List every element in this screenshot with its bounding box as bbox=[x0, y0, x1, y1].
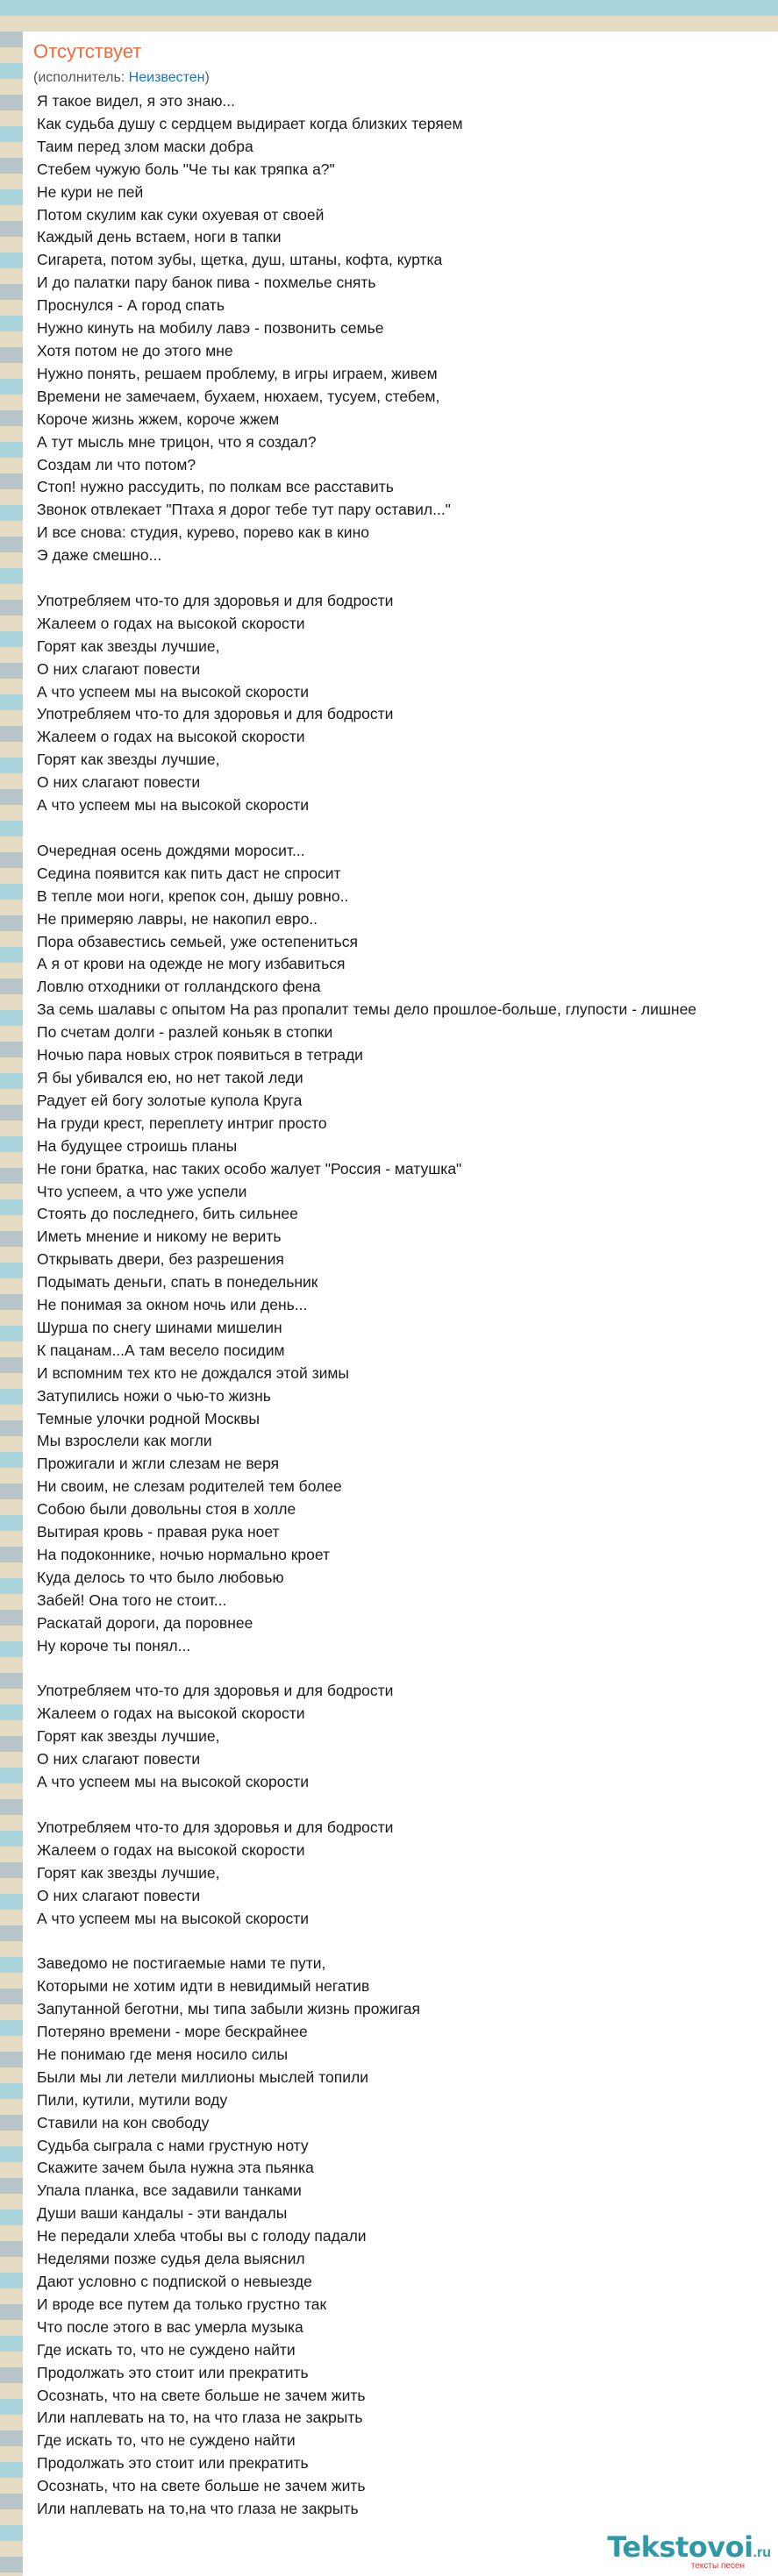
performer-line bbox=[33, 70, 210, 86]
logo-tagline: тексты песен bbox=[690, 2561, 745, 2571]
site-logo[interactable] bbox=[607, 2530, 771, 2571]
logo-tld: .ru bbox=[753, 2545, 771, 2560]
performer-label: (исполнитель: bbox=[33, 70, 129, 85]
logo-name: Tekstovoi bbox=[607, 2530, 753, 2564]
performer-close: ) bbox=[204, 70, 210, 85]
performer-link[interactable]: Неизвестен bbox=[128, 70, 205, 85]
song-title: Отсутствует bbox=[33, 40, 142, 62]
lyrics-card bbox=[23, 32, 778, 2576]
lyrics-text: Я такое видел, я это знаю... Как судьба душу с сердцем выдирает когда близких теряем Таим перед злом маски добра Стебем чужую боль "Че ты как тряпка а?" Не кури не пей Потом скулим как суки охуевая от своей Каждый день встаем, ноги в тапки Сигарета, потом зубы, щетка, душ, штаны, кофта, куртка И до палатки пару банок пива - похмелье снять Проснулся - А город спать Нужно кинуть на мобилу лавэ - позвонить семье Хотя потом не до этого мне Нужно понять, решаем проблему, в игры играем, живем Времени не замечаем, бухаем, нюхаем, тусуем, стебем, Короче жизнь жжем, короче жжем А тут мысль мне трицон, что я создал? Создам ли что потом? Стоп! нужно рассудить, по полкам все расставить Звонок отвлекает "Птаха я дорог тебе тут пару оставил..." И все снова: студия, курево, порево как в кино Э даже смешно... Употребляем что-то для здоровья и для бодрости Жалеем о годах на высокой скорости Горят как звезды лучшие, О них слагают повести А что успеем мы на высокой скорости Употребляем что-то для здоровья и для бодрости Жалеем о годах на высокой скорости Горят как звезды лучшие, О них слагают повести А что успеем мы на высокой скорости Очередная осень дождями моросит... Седина появится как пить даст не спросит В тепле мои ноги, крепок сон, дышу ровно.. Не примеряю лавры, не накопил евро.. Пора обзавестись семьей, уже остепениться А я от крови на одежде не могу избавиться Ловлю отходники от голландского фена За семь шалавы с опытом На раз пропалит темы дело прошлое-больше, глупости - лишнее По счетам долги - разлей коньяк в стопки Ночью пара новых строк появиться в тетради Я бы убивался ею, но нет такой леди Радует ей богу золотые купола Круга На груди крест, переплету интриг просто На будущее строишь планы Не гони братка, нас таких особо жалует "Россия - матушка" Что успеем, а что уже успели Стоять до последнего, бить сильнее Иметь мнение и никому не верить Открывать двери, без разрешения Подымать деньги, спать в понедельник Не понимая за окном ночь или день... Шурша по снегу шинами мишелин К пацанам...А там весело посидим И вспомним тех кто не дождался этой зимы Затупились ножи о чью-то жизнь Темные улочки родной Москвы Мы взрослели как могли Прожигали и жгли слезам не веря Ни своим, не слезам родителей тем более Собою были довольны стоя в холле Вытирая кровь - правая рука ноет На подоконнике, ночью нормально кроет Куда делось то что было любовью Забей! Она того не стоит... Раскатай дороги, да поровнее Ну короче ты понял... Употребляем что-то для здоровья и для бодрости Жалеем о годах на высокой скорости Горят как звезды лучшие, О них слагают повести А что успеем мы на высокой скорости Употребляем что-то для здоровья и для бодрости Жалеем о годах на высокой скорости Горят как звезды лучшие, О них слагают повести А что успеем мы на высокой скорости Заведомо не постигаемые нами те пути, Которыми не хотим идти в невидимый негатив Запутанной беготни, мы типа забыли жизнь прожигая Потеряно времени - море бескрайнее Не понимаю где меня носило силы Были мы ли летели миллионы мыслей топили Пили, кутили, мутили воду Ставили на кон свободу Судьба сыграла с нами грустную ноту Скажите зачем была нужна эта пьянка Упала планка, все задавили танками Души ваши кандалы - эти вандалы Не передали хлеба чтобы вы с голоду падали Неделями позже судья дела выяснил Дают условно с подпиской о невыезде И вроде все путем да только грустно так Что после этого в вас умерла музыка Где искать то, что не суждено найти Продолжать это стоит или прекратить Осознать, что на свете больше не зачем жить Или наплевать на то, на что глаза не закрыть Где искать то, что не суждено найти Продолжать это стоит или прекратить Осознать, что на свете больше не зачем жить Или наплевать на то,на что глаза не закрыть bbox=[37, 92, 697, 2518]
